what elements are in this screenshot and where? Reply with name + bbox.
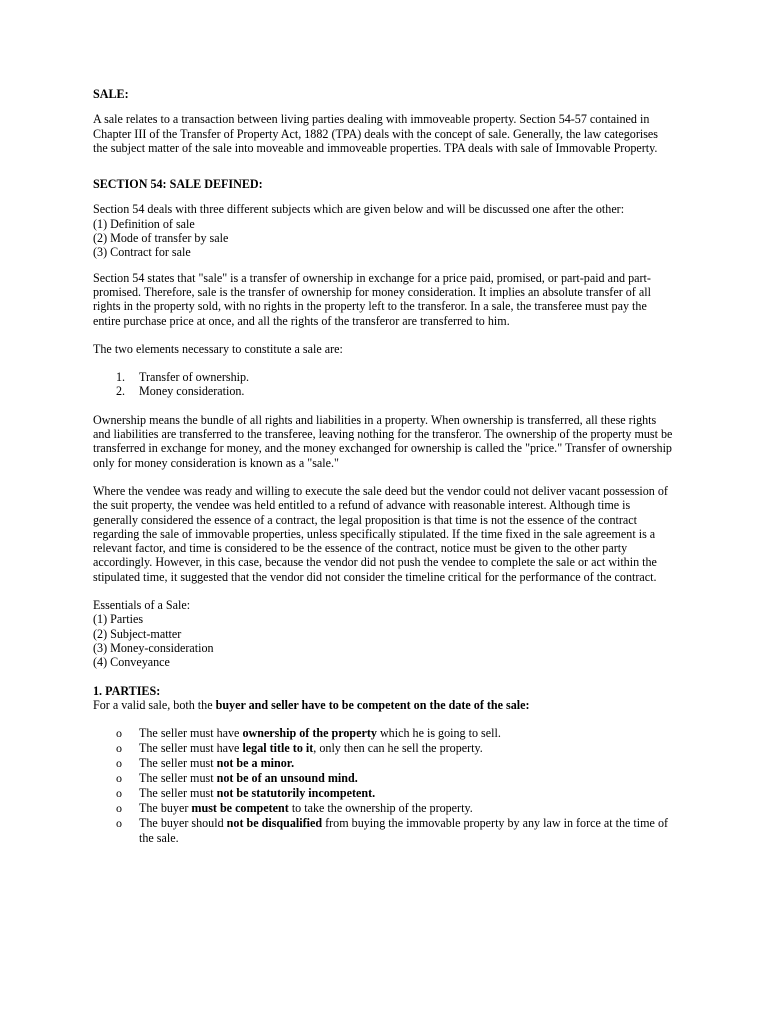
sale-definition-paragraph: Section 54 states that "sale" is a transfer of ownership in exchange for a price paid, promised, or part-paid and part-promised. Therefore, sale is the transfer of ownership for money consideration. It implies an absolute transfer of all rights in the property sold, with no rights in the property left to the transferor. In a sale, the transferee must pay the entire purchase price at once, and all the rights of the transferor are transferred to him. — [93, 270, 651, 328]
bullet-icon: o — [116, 771, 122, 786]
essential-item: (4) Conveyance — [93, 655, 170, 670]
section54-heading: SECTION 54: SALE DEFINED: — [93, 177, 263, 192]
item-text: The buyer should — [139, 816, 227, 831]
sale-intro-paragraph: A sale relates to a transaction between living parties dealing with immoveable property. Section 54-57 contained in Chapter III of the Transfer of Property Act, 1882 (TPA) deals with the concept of sale. Generally, the law categorises the subject matter of the sale into moveable and immoveable properties. TPA deals with sale of Immovable Property. — [93, 112, 658, 155]
item-bold-text: must be competent — [191, 801, 289, 816]
case-paragraph: Where the vendee was ready and willing to execute the sale deed but the vendor could not deliver vacant possession of the suit property, the vendee was held entitled to a refund of advance with reasonable interest. Although time is generally considered the essence of a contract, the legal proposition is that time is not the essence of the contract regarding the sale of immovable properties, unless specifically stipulated. If the time fixed in the sale agreement is a relevant factor, and time is considered to be the essence of the contract, notice must be given to the other party accordingly. However, in this case, because the vendor did not push the vendee to complete the sale or act within the stipulated time, it suggested that the vendor did not consider the timeline critical for the performance of the contract. — [93, 483, 668, 584]
sale-heading: SALE: — [93, 87, 129, 101]
item-text: from buying the immovable property by any law in force at the time of the sale. — [139, 816, 669, 846]
subject-item: (3) Contract for sale — [93, 245, 191, 260]
essentials-block — [93, 598, 675, 669]
list-item — [93, 370, 675, 384]
list-number: 2. — [116, 384, 126, 399]
essentials-title: Essentials of a Sale: — [93, 598, 191, 613]
item-text: The seller must — [139, 786, 217, 801]
parties-intro — [93, 698, 675, 712]
bullet-icon: o — [116, 756, 122, 771]
item-text: , only then can he sell the property. — [313, 741, 483, 756]
item-bold-text: ownership of the property — [242, 726, 377, 741]
ownership-paragraph: Ownership means the bundle of all rights and liabilities in a property. When ownership is transferred, all these rights and liabilities are transferred to the transferee, leaving nothing for the transferor. The ownership of the property must be transferred in exchange for money, and the money exchanged for ownership is called the "price." Transfer of ownership only for money consideration is known as a "sale." — [93, 412, 673, 470]
bullet-icon: o — [116, 741, 122, 756]
list-item — [93, 384, 675, 398]
subject-item: (1) Definition of sale — [93, 216, 195, 231]
parties-requirements-list — [93, 726, 675, 846]
item-bold-text: not be statutorily incompetent. — [216, 786, 376, 801]
item-text: to take the ownership of the property. — [288, 801, 473, 816]
item-bold-text: not be disqualified — [226, 816, 323, 831]
bullet-icon: o — [116, 816, 122, 831]
item-text: The seller must have — [139, 726, 243, 741]
bullet-icon: o — [116, 786, 122, 801]
list-item — [93, 756, 675, 771]
bullet-icon: o — [116, 801, 122, 816]
item-bold-text: not be a minor. — [216, 756, 295, 771]
list-item — [93, 816, 675, 846]
elements-intro: The two elements necessary to constitute a sale are: — [93, 341, 343, 356]
item-text: The buyer — [139, 801, 192, 816]
item-text: The seller must — [139, 771, 217, 786]
section54-subjects-block — [93, 202, 675, 259]
bullet-icon: o — [116, 726, 122, 741]
item-text: which he is going to sell. — [376, 726, 501, 741]
list-item — [93, 741, 675, 756]
essential-item: (3) Money-consideration — [93, 640, 214, 655]
elements-list — [93, 370, 675, 399]
document-page — [93, 87, 675, 846]
subject-item: (2) Mode of transfer by sale — [93, 231, 229, 246]
parties-intro-bold: buyer and seller have to be competent on the date of the sale: — [215, 697, 530, 712]
list-item — [93, 786, 675, 801]
item-text: The seller must — [139, 756, 217, 771]
essential-item: (2) Subject-matter — [93, 626, 182, 641]
item-text: The seller must have — [139, 741, 243, 756]
section54-subjects-intro: Section 54 deals with three different subjects which are given below and will be discussed one after the other: — [93, 202, 625, 217]
item-bold-text: legal title to it — [242, 741, 314, 756]
list-number: 1. — [116, 370, 126, 385]
essential-item: (1) Parties — [93, 612, 144, 627]
parties-heading: 1. PARTIES: — [93, 683, 161, 698]
list-item — [93, 726, 675, 741]
list-item-text: Transfer of ownership. — [139, 370, 250, 385]
item-bold-text: not be of an unsound mind. — [216, 771, 358, 786]
parties-intro-plain: For a valid sale, both the — [93, 697, 216, 712]
list-item — [93, 801, 675, 816]
list-item-text: Money consideration. — [139, 384, 245, 399]
list-item — [93, 771, 675, 786]
